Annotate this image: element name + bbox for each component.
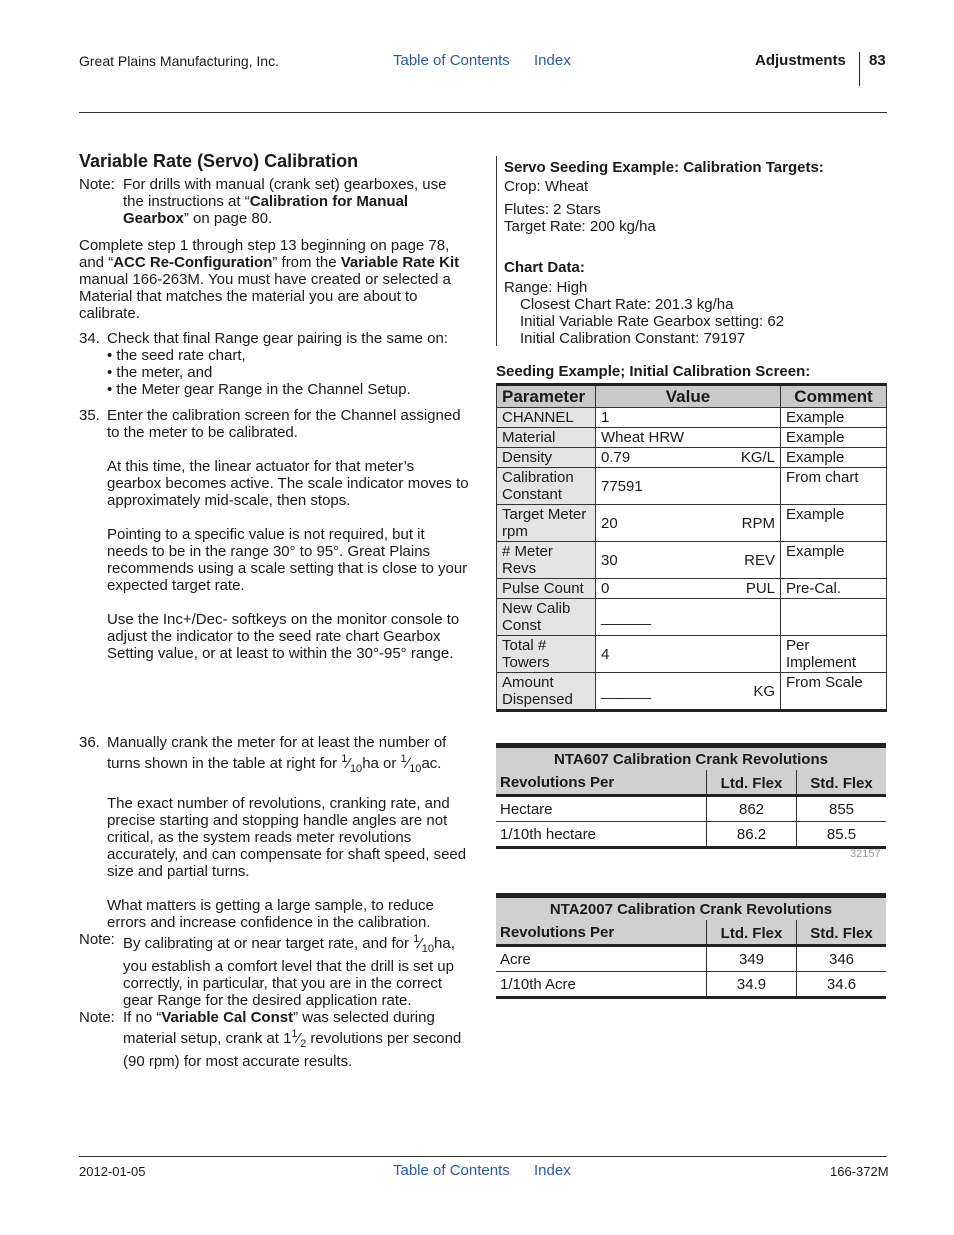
step-paragraph: The exact number of revolutions, cranking rate, and precise starting and stopping handle angles are not critical, as the system reads meter revolutions accurately, and can compensate for shaft speed, seed size and partial turns. xyxy=(107,795,467,880)
step-paragraph: Use the Inc+/Dec- softkeys on the monitor console to adjust the indicator to the seed rate chart Gearbox Setting value, or at least to within the 30°-95° range. xyxy=(107,611,460,662)
row-label: Acre xyxy=(496,946,707,972)
note3-text-b: ” was selected during material setup, crank at 1 xyxy=(123,1009,435,1047)
bullet-item: • the seed rate chart, xyxy=(107,347,246,364)
gearbox-setting-line: Initial Variable Rate Gearbox setting: 62 xyxy=(520,313,785,330)
value-cell xyxy=(596,673,781,711)
flutes-line: Flutes: 2 Stars xyxy=(504,201,601,218)
row-label: 1/10th hectare xyxy=(496,822,707,848)
toc-link-bottom[interactable]: Table of Contents xyxy=(393,1162,510,1179)
step-paragraph: At this time, the linear actuator for that meter’s gearbox becomes active. The scale indicator moves to approximately mid-scale, then stops. xyxy=(107,458,469,509)
step-36: 36. Manually crank the meter for at least the number of turns shown in the table at right for $^1⁄_{10}ha$ or $^1⁄_{10}ac$. The exact number of revolutions, cranking rate, and precise starting and stopping handle angles are not critical, as the system reads meter revolutions accurately, and can compensate for shaft speed, seed size and partial turns. What matters is getting a large sample, to reduce errors and increase confidence in the calibration. xyxy=(79,734,469,931)
comment-cell: Pre-Cal. xyxy=(781,579,887,599)
header-rule xyxy=(79,112,887,113)
intro-text-b: ” from the xyxy=(272,254,341,271)
comment-cell: From chart xyxy=(781,468,887,505)
fraction-numerator: 1 xyxy=(400,753,407,765)
fraction-numerator: 1 xyxy=(291,1028,298,1040)
column-header: Std. Flex xyxy=(797,920,887,946)
note3-text-a: If no “ xyxy=(123,1009,162,1026)
table-row xyxy=(497,579,887,599)
value-text: 77591 xyxy=(601,477,643,495)
range-line: Range: High xyxy=(504,279,588,296)
table-row xyxy=(496,822,886,848)
intro-bold-b: Variable Rate Kit xyxy=(340,254,460,271)
cell-value: 85.5 xyxy=(797,822,887,848)
cell-value: 34.9 xyxy=(707,972,797,998)
nta607-table xyxy=(496,743,886,849)
comment-cell xyxy=(781,599,887,636)
value-cell xyxy=(596,408,781,428)
comment-cell: Per Implement xyxy=(781,636,887,673)
parameter-cell: Amount Dispensed xyxy=(497,673,596,711)
unit-text: PUL xyxy=(745,580,775,597)
cell-value: 34.6 xyxy=(797,972,887,998)
section-title: Variable Rate (Servo) Calibration xyxy=(79,151,359,171)
table-row xyxy=(496,972,886,998)
step-number: 36. xyxy=(79,734,100,751)
fraction-numerator: 1 xyxy=(341,753,348,765)
parameter-cell: CHANNEL xyxy=(497,408,596,428)
fraction-denominator: 2 xyxy=(300,1038,307,1050)
screen-heading: Seeding Example; Initial Calibration Screen: xyxy=(496,363,811,380)
column-header: Ltd. Flex xyxy=(707,770,797,796)
note2-text-a: By calibrating at or near target rate, and for xyxy=(123,935,414,952)
step36-text-c: ac. xyxy=(421,755,442,772)
index-link-top[interactable]: Index xyxy=(534,52,571,69)
table-row xyxy=(497,428,887,448)
table-title: NTA2007 Calibration Crank Revolutions xyxy=(496,896,886,921)
manual-number: 166-372M xyxy=(830,1164,889,1179)
parameter-cell: Pulse Count xyxy=(497,579,596,599)
note2-text-b: ha, you establish a comfort level that the drill is set up correctly, in particular, that you are in the correct gear Range for the desired application rate. xyxy=(123,935,455,1009)
step-paragraph: Pointing to a specific value is not required, but it needs to be in the range 30° to 95°. Great Plains recommends using a scale setting that is close to your expected target rate. xyxy=(107,526,468,594)
cell-value: 346 xyxy=(797,946,887,972)
column-header: Revolutions Per xyxy=(496,920,707,946)
column-header: Ltd. Flex xyxy=(707,920,797,946)
column-header: Parameter xyxy=(497,385,596,408)
note3-bold: Variable Cal Const xyxy=(161,1009,294,1026)
calibration-constant-line: Initial Calibration Constant: 79197 xyxy=(520,330,746,347)
table-row xyxy=(497,468,887,505)
chart-data-heading: Chart Data: xyxy=(504,259,585,276)
note-label: Note: xyxy=(79,1009,115,1026)
table-row xyxy=(497,542,887,579)
parameter-cell: Density xyxy=(497,448,596,468)
nta2007-table xyxy=(496,893,886,999)
comment-cell: Example xyxy=(781,448,887,468)
note1-bold: Calibration for Manual Gearbox xyxy=(123,193,409,227)
step-paragraph: Enter the calibration screen for the Channel assigned to the meter to be calibrated. xyxy=(107,407,461,441)
step36-text-b: ha or xyxy=(362,755,401,772)
table-title: NTA607 Calibration Crank Revolutions xyxy=(496,746,886,771)
table-row xyxy=(496,796,886,822)
value-cell xyxy=(596,542,781,579)
table-row xyxy=(497,599,887,636)
value-text: 0.79 xyxy=(601,449,631,466)
servo-heading: Servo Seeding Example: Calibration Targets: xyxy=(504,159,824,176)
step-text: Check that final Range gear pairing is the same on: xyxy=(107,330,449,347)
servo-example-block xyxy=(504,159,894,347)
note-target-rate: Note: By calibrating at or near target rate, and for $^1⁄_{10}ha$, you establish a comfort level that the drill is set up correctly, in particular, that you are in the correct gear Range for the desired application rate. xyxy=(79,931,455,1009)
note1-text-a: For drills with manual (crank set) gearboxes, use the instructions at “ xyxy=(123,176,447,210)
header-divider xyxy=(859,52,860,86)
cell-value: 349 xyxy=(707,946,797,972)
intro-text-c: manual 166-263M. You must have created or selected a Material that matches the material you are about to calibrate. xyxy=(79,271,451,322)
table-header-row xyxy=(497,385,887,408)
step-paragraph: What matters is getting a large sample, to reduce errors and increase confidence in the calibration. xyxy=(107,897,434,931)
unit-text: RPM xyxy=(741,514,775,532)
index-link-bottom[interactable]: Index xyxy=(534,1162,571,1179)
parameter-cell: Target Meter rpm xyxy=(497,505,596,542)
unit-text: REV xyxy=(744,551,775,569)
calibration-screen-table xyxy=(496,383,887,712)
bullet-item: • the Meter gear Range in the Channel Setup. xyxy=(107,381,411,398)
value-cell xyxy=(596,468,781,505)
value-cell xyxy=(596,579,781,599)
cell-value: 855 xyxy=(797,796,887,822)
unit-text: KG/L xyxy=(740,449,775,466)
value-cell xyxy=(596,599,781,636)
intro-paragraph xyxy=(79,237,469,322)
comment-cell: Example xyxy=(781,428,887,448)
value-cell xyxy=(596,505,781,542)
figure-id: 32157 xyxy=(850,848,881,860)
step36-text-a: Manually crank the meter for at least the number of turns shown in the table at right for xyxy=(107,734,447,772)
column-header: Value xyxy=(596,385,781,408)
column-header: Comment xyxy=(781,385,887,408)
value-text: 20 xyxy=(601,514,618,532)
target-rate-line: Target Rate: 200 kg/ha xyxy=(504,218,656,235)
value-cell xyxy=(596,636,781,673)
table-row xyxy=(497,505,887,542)
column-rule xyxy=(496,156,497,346)
value-cell xyxy=(596,448,781,468)
intro-bold-a: ACC Re-Configuration xyxy=(113,254,273,271)
step-35 xyxy=(79,407,469,662)
table-row xyxy=(497,636,887,673)
footer-rule xyxy=(79,1156,887,1157)
comment-cell: Example xyxy=(781,542,887,579)
column-header: Revolutions Per xyxy=(496,770,707,796)
parameter-cell: # Meter Revs xyxy=(497,542,596,579)
table-row xyxy=(497,673,887,711)
fraction-denominator: 10 xyxy=(349,763,363,775)
note-label: Note: xyxy=(79,176,115,193)
note1-text-b: ” on page 80. xyxy=(183,210,273,227)
value-text: 1 xyxy=(601,409,610,426)
step-number: 35. xyxy=(79,407,100,424)
parameter-cell: New Calib Const xyxy=(497,599,596,636)
crop-line: Crop: Wheat xyxy=(504,178,589,195)
intro-text-a: Complete step 1 through step 13 beginning on page 78, and “ xyxy=(79,237,450,271)
toc-link-top[interactable]: Table of Contents xyxy=(393,52,510,69)
fraction-denominator: 10 xyxy=(409,763,422,775)
comment-cell: Example xyxy=(781,505,887,542)
note-label: Note: xyxy=(79,931,115,948)
parameter-cell: Total # Towers xyxy=(497,636,596,673)
table-row xyxy=(496,946,886,972)
row-label: Hectare xyxy=(496,796,707,822)
value-text: 0 xyxy=(601,580,610,597)
unit-text: KG xyxy=(753,682,775,700)
page-number: 83 xyxy=(869,52,886,69)
comment-cell: Example xyxy=(781,408,887,428)
cell-value: 86.2 xyxy=(707,822,797,848)
footer-date: 2012-01-05 xyxy=(79,1164,146,1179)
company-name: Great Plains Manufacturing, Inc. xyxy=(79,53,279,69)
step-number: 34. xyxy=(79,330,100,347)
cell-value: 862 xyxy=(707,796,797,822)
comment-cell: From Scale xyxy=(781,673,887,711)
value-text: 4 xyxy=(601,645,610,663)
note-variable-cal-const: Note: If no “Variable Cal Const” was selected during material setup, crank at $1^1⁄_2$ revolutions per second (90 rpm) for most accurate results. xyxy=(79,1009,462,1070)
section-name: Adjustments xyxy=(755,52,846,69)
fraction-denominator: 10 xyxy=(421,943,435,955)
value-text: ______ xyxy=(601,682,652,700)
value-text: 30 xyxy=(601,551,618,569)
row-label: 1/10th Acre xyxy=(496,972,707,998)
fraction-numerator: 1 xyxy=(413,933,420,945)
value-text: Wheat HRW xyxy=(601,429,685,446)
column-header: Std. Flex xyxy=(797,770,887,796)
table-row xyxy=(497,448,887,468)
value-cell xyxy=(596,428,781,448)
closest-rate-line: Closest Chart Rate: 201.3 kg/ha xyxy=(520,296,734,313)
table-row xyxy=(497,408,887,428)
parameter-cell: Calibration Constant xyxy=(497,468,596,505)
value-text: ______ xyxy=(601,608,652,626)
parameter-cell: Material xyxy=(497,428,596,448)
note-manual-gearbox xyxy=(79,176,469,227)
bullet-item: • the meter, and xyxy=(107,364,213,381)
note3-text-c: revolutions per second (90 rpm) for most accurate results. xyxy=(123,1030,462,1070)
step-34 xyxy=(79,330,469,398)
